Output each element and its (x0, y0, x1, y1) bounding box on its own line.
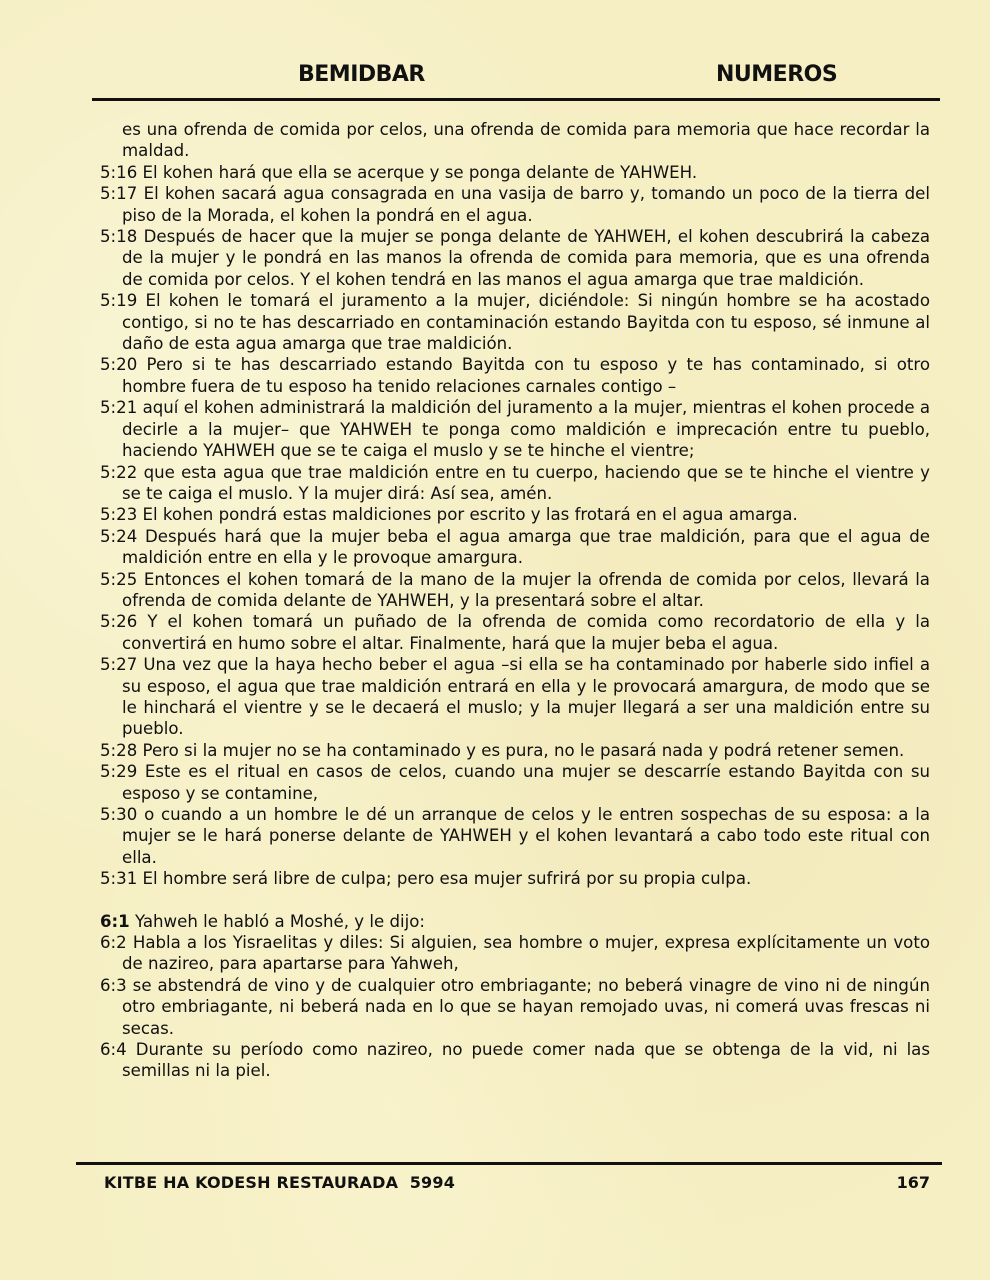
verse-5-27: 5:27 Una vez que la haya hecho beber el agua –si ella se ha contaminado por haberle sido infiel a su esposo, el agua que trae maldición entrará en ella y le provocará amargura, de modo que se le hinchará el vientre y se le decaerá el muslo; y la mujer llegará a ser una maldición entre su pueblo. (100, 655, 930, 739)
verse-5-18: 5:18 Después de hacer que la mujer se ponga delante de YAHWEH, el kohen descubrirá la cabeza de la mujer y le pondrá en las manos la ofrenda de comida para memoria, que es una ofrenda de comida por celos. Y el kohen tendrá en las manos el agua amarga que trae maldición. (100, 227, 930, 289)
verse-5-28: 5:28 Pero si la mujer no se ha contaminado y es pura, no le pasará nada y podrá retener semen. (100, 740, 905, 760)
verse-5-24: 5:24 Después hará que la mujer beba el agua amarga que trae maldición, para que el agua de maldición entre en ella y le provoque amargura. (100, 526, 930, 568)
page-number: 167 (896, 1173, 930, 1192)
header-book-hebrew: BEMIDBAR (298, 62, 425, 87)
chapter-6-number: 6:1 (100, 911, 130, 931)
verse-5-30: 5:30 o cuando a un hombre le dé un arranque de celos y le entren sospechas de su esposa: a la mujer se le hará ponerse delante de YAHWEH y el kohen levantará a cabo todo este ritual con ella. (100, 805, 931, 867)
verse-continuation: es una ofrenda de comida por celos, una ofrenda de comida para memoria que hace recordar la maldad. (122, 120, 930, 161)
verse-5-16: 5:16 El kohen hará que ella se acerque y se ponga delante de YAHWEH. (100, 162, 698, 182)
header-book-spanish: NUMEROS (716, 62, 838, 87)
verse-5-20: 5:20 Pero si te has descarriado estando Bayitda con tu esposo y te has contaminado, si otro hombre fuera de tu esposo ha tenido relaciones carnales contigo – (100, 355, 930, 396)
footer-title: KITBE HA KODESH RESTAURADA 5994 (104, 1173, 456, 1192)
verse-5-22: 5:22 que esta agua que trae maldición entre en tu cuerpo, haciendo que se te hinche el vientre y se te caiga el muslo. Y la mujer dirá: Así sea, amén. (100, 462, 931, 503)
verse-5-23: 5:23 El kohen pondrá estas maldiciones por escrito y las frotará en el agua amarga. (100, 505, 798, 525)
verse-6-4: 6:4 Durante su período como nazireo, no puede comer nada que se obtenga de la vid, ni las semillas ni la piel. (100, 1040, 930, 1081)
verse-6-3: 6:3 se abstendrá de vino y de cualquier otro embriagante; no beberá vinagre de vino ni de ningún otro embriagante, ni beberá nada en lo que se hayan remojado uvas, ni comerá uvas frescas ni secas. (100, 975, 930, 1038)
chapter-gap (100, 890, 930, 911)
verse-5-31: 5:31 El hombre será libre de culpa; pero esa mujer sufrirá por su propia culpa. (100, 869, 752, 889)
verse-5-17: 5:17 El kohen sacará agua consagrada en una vasija de barro y, tomando un poco de la tierra del piso de la Morada, el kohen la pondrá en el agua. (100, 184, 930, 225)
verse-5-25: 5:25 Entonces el kohen tomará de la mano de la mujer la ofrenda de comida por celos, llevará la ofrenda de comida delante de YAHWEH, y la presentará sobre el altar. (100, 569, 930, 610)
verse-6-1: 6:1 Yahweh le habló a Moshé, y le dijo: (100, 911, 425, 931)
verse-5-29: 5:29 Este es el ritual en casos de celos, cuando una mujer se descarríe estando Bayitda con su esposo y se contamine, (100, 762, 930, 803)
verse-5-21: 5:21 aquí el kohen administrará la maldición del juramento a la mujer, mientras el kohen procede a decirle a la mujer– que YAHWEH te ponga como maldición e imprecación entre tu pueblo, haciendo YAHWEH que se te caiga el muslo y se te hinche el vientre; (100, 398, 930, 461)
page-header (92, 62, 940, 101)
verse-5-19: 5:19 El kohen le tomará el juramento a la mujer, diciéndole: Si ningún hombre se ha acostado contigo, si no te has descarriado en contaminación estando Bayitda con tu esposo, sé inmune al daño de esta agua amarga que trae maldición. (100, 291, 930, 354)
scripture-text (100, 119, 930, 1082)
verse-5-26: 5:26 Y el kohen tomará un puñado de la ofrenda de comida como recordatorio de ella y la convertirá en humo sobre el altar. Finalmente, hará que la mujer beba el agua. (100, 612, 931, 653)
page-footer (76, 1162, 942, 1192)
verse-6-2: 6:2 Habla a los Yisraelitas y diles: Si alguien, sea hombre o mujer, expresa explícitamente un voto de nazireo, para apartarse para Yahweh, (100, 933, 930, 974)
